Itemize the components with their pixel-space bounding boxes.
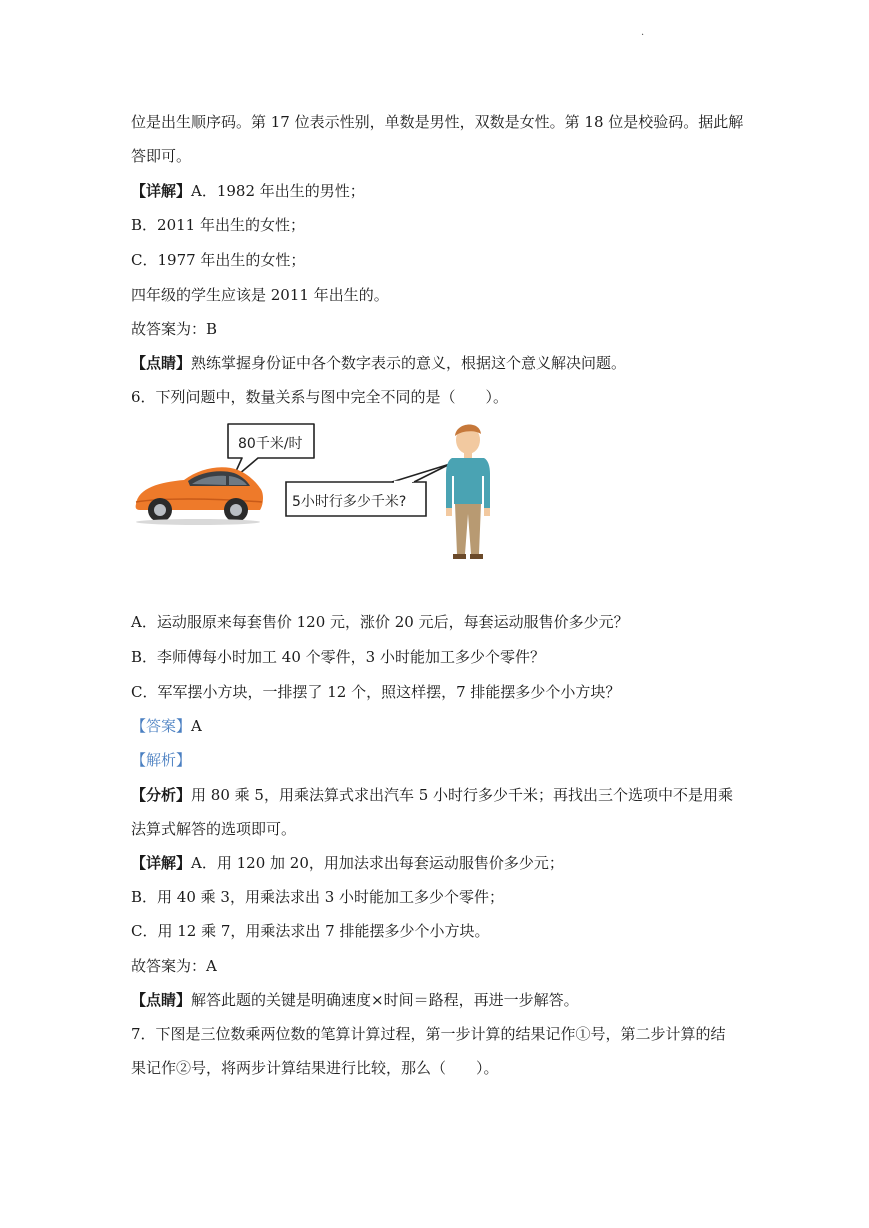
person-question-label: 5小时行多少千米? <box>292 494 407 510</box>
person-icon <box>446 424 490 559</box>
page-mark: · <box>641 30 645 41</box>
comment-tag: 【点睛】 <box>131 991 192 1009</box>
text-line: B．2011 年出生的女性； <box>131 216 305 234</box>
text-line: C．用 12 乘 7，用乘法求出 7 排能摆多少个小方块。 <box>131 922 490 940</box>
answer-line: 故答案为：A <box>131 957 217 975</box>
answer-line: 故答案为：B <box>131 320 218 338</box>
question-6: 6．下列问题中，数量关系与图中完全不同的是（ ）。 <box>131 388 509 406</box>
detail-tag: 【详解】 <box>131 854 192 872</box>
text-line: 答即可。 <box>131 147 192 165</box>
text-line: 法算式解答的选项即可。 <box>131 820 297 838</box>
comment-line: 【点睛】熟练掌握身份证中各个数字表示的意义，根据这个意义解决问题。 <box>131 354 627 372</box>
question-7: 7．下图是三位数乘两位数的笔算计算过程，第一步计算的结果记作①号，第二步计算的结 <box>131 1025 726 1043</box>
text-line: B．用 40 乘 3，用乘法求出 3 小时能加工多少个零件； <box>131 888 505 906</box>
detail-tag: 【详解】 <box>131 182 192 200</box>
analysis-sub-tag: 【分析】 <box>131 786 192 804</box>
detail-line: 【详解】A．用 120 加 20，用加法求出每套运动服售价多少元； <box>131 854 564 872</box>
option-c: C．军军摆小方块，一排摆了 12 个，照这样摆，7 排能摆多少个小方块？ <box>131 683 621 701</box>
detail-line: 【详解】A．1982 年出生的男性； <box>131 182 365 200</box>
answer-tag: 【答案】 <box>131 717 192 735</box>
comment-line: 【点睛】解答此题的关键是明确速度×时间＝路程，再进一步解答。 <box>131 991 579 1009</box>
text-line: C．1977 年出生的女性； <box>131 251 306 269</box>
answer-line: 【答案】A <box>131 717 202 735</box>
question-figure <box>130 418 510 568</box>
option-a: A．运动服原来每套售价 120 元，涨价 20 元后，每套运动服售价多少元？ <box>131 613 629 631</box>
car-icon <box>136 467 263 525</box>
comment-tag: 【点睛】 <box>131 354 192 372</box>
option-b: B．李师傅每小时加工 40 个零件，3 小时能加工多少个零件？ <box>131 648 545 666</box>
car-speed-label: 80千米/时 <box>238 436 303 452</box>
analysis-tag: 【解析】 <box>131 751 192 769</box>
text-line: 果记作②号，将两步计算结果进行比较，那么（ ）。 <box>131 1059 499 1077</box>
analysis-heading <box>131 749 191 771</box>
analysis-line: 【分析】用 80 乘 5，用乘法算式求出汽车 5 小时行多少千米；再找出三个选项中不是用乘 <box>131 786 734 804</box>
text-line: 位是出生顺序码。第 17 位表示性别，单数是男性，双数是女性。第 18 位是校验码。据此解 <box>131 113 744 131</box>
text-line: 四年级的学生应该是 2011 年出生的。 <box>131 286 389 304</box>
